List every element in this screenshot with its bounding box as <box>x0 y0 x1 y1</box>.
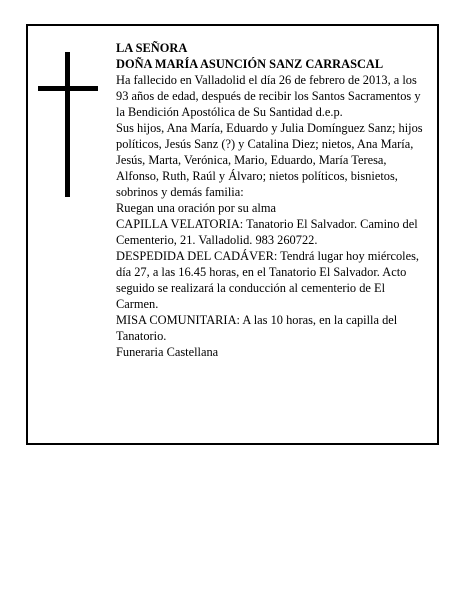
cross-horizontal-bar <box>38 86 98 91</box>
cross-icon <box>38 52 98 197</box>
deceased-name: DOÑA MARÍA ASUNCIÓN SANZ CARRASCAL <box>116 57 384 71</box>
mass-info: MISA COMUNITARIA: A las 10 horas, en la capilla del Tanatorio. <box>116 313 398 343</box>
death-announcement: Ha fallecido en Valladolid el día 26 de febrero de 2013, a los 93 años de edad, después de recibir los Santos Sacramentos y la Bendición Apostólica de Su Santidad d.e.p. <box>116 73 421 119</box>
cross-vertical-bar <box>65 52 70 197</box>
notice-text <box>116 40 426 360</box>
farewell-info: DESPEDIDA DEL CADÁVER: Tendrá lugar hoy miércoles, día 27, a las 16.45 horas, en el Tanatorio El Salvador. Acto seguido se realizará la conducción al cementerio de El Carmen. <box>116 249 420 311</box>
prayer-request: Ruegan una oración por su alma <box>116 201 276 215</box>
funeral-home: Funeraria Castellana <box>116 345 219 359</box>
family-list: Sus hijos, Ana María, Eduardo y Julia Domínguez Sanz; hijos políticos, Jesús Sanz (?) y Catalina Diez; nietos, Ana María, Jesús, Marta, Verónica, Mario, Eduardo, María Teresa, Alfonso, Ruth, Raúl y Álvaro; nietos políticos, bisnietos, sobrinos y demás familia: <box>116 121 423 199</box>
notice-heading: LA SEÑORA <box>116 41 188 55</box>
chapel-info: CAPILLA VELATORIA: Tanatorio El Salvador. Camino del Cementerio, 21. Valladolid. 983 260722. <box>116 217 418 247</box>
